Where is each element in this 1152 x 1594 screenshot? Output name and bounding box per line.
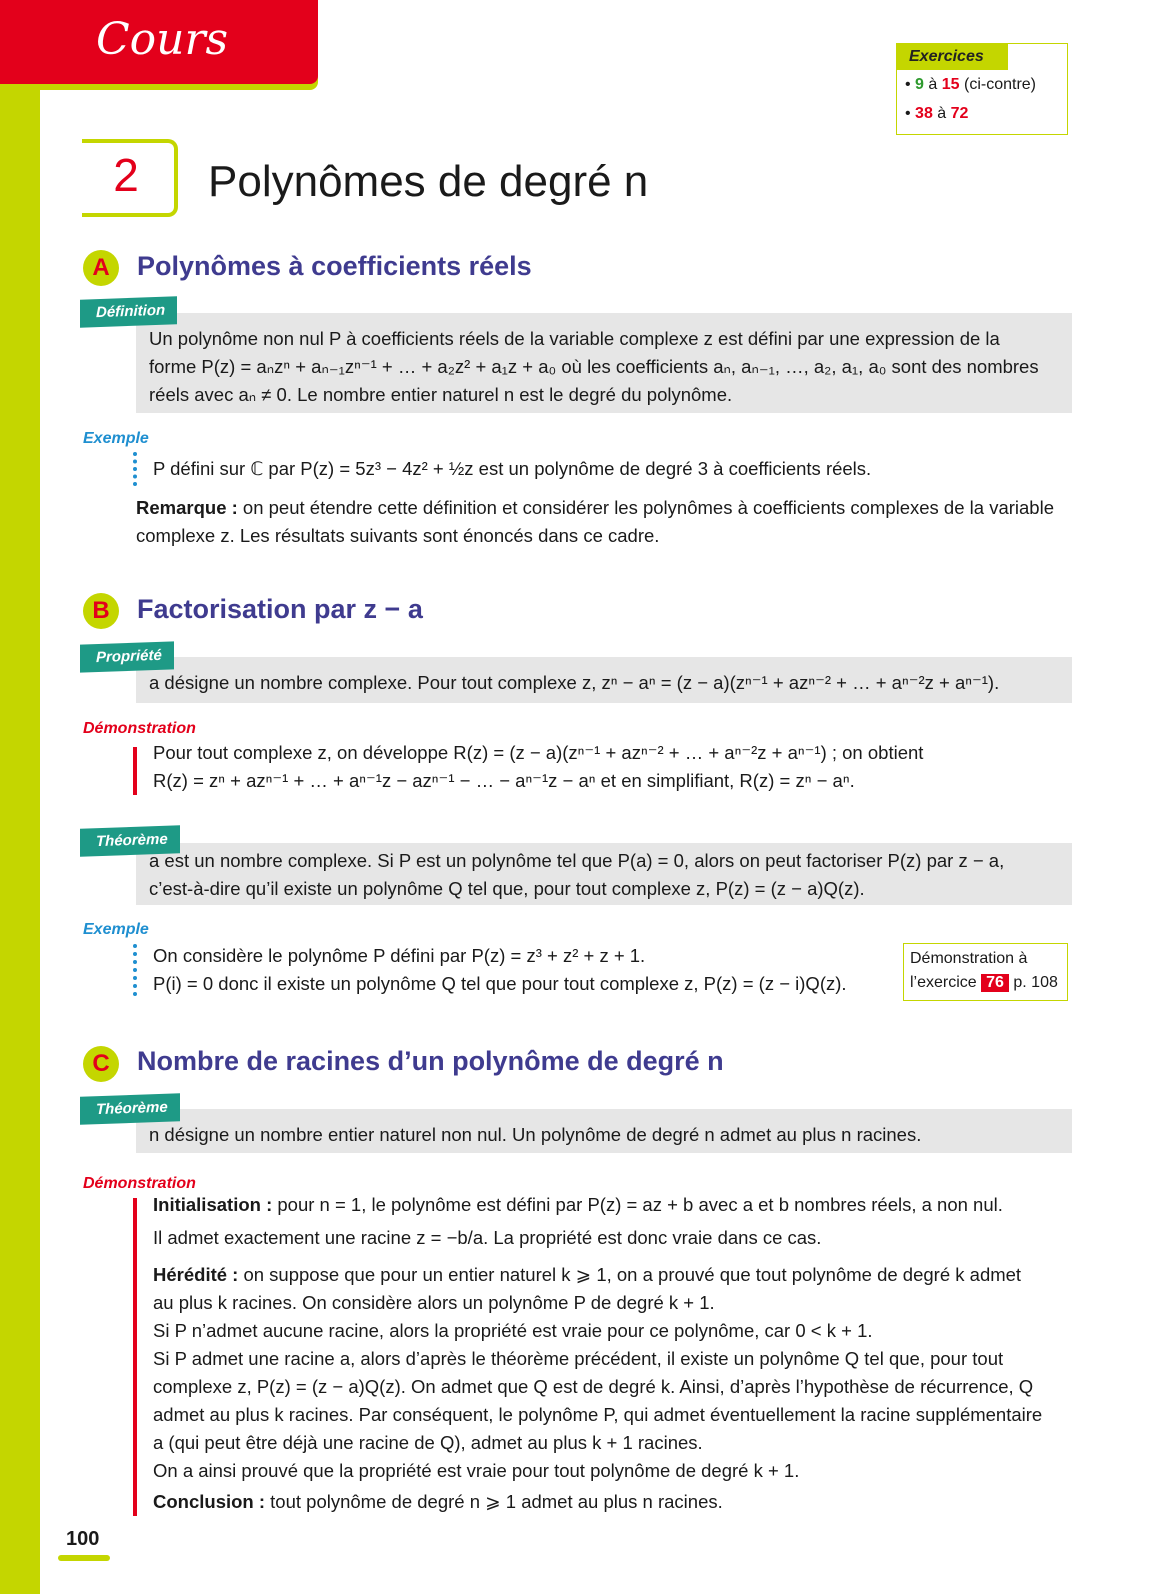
- demo-c-line-1: au plus k racines. On considère alors un polynôme P de degré k + 1.: [153, 1292, 715, 1313]
- demonstration-tag-c: Démonstration: [83, 1175, 196, 1192]
- exo-note: (ci-contre): [964, 76, 1037, 93]
- cours-banner: [0, 0, 318, 84]
- hered-label: Hérédité :: [153, 1264, 239, 1285]
- example-tag-a: Exemple: [83, 430, 149, 447]
- theorem-tag-b: Théorème: [80, 825, 180, 856]
- exercise-number-badge: 76: [981, 974, 1009, 992]
- hered-text: on suppose que pour un entier naturel k ⩾ 1, on a prouvé que tout polynôme de degré k admet: [243, 1264, 1022, 1285]
- definition-tag: Définition: [80, 296, 177, 327]
- section-a-title: Polynômes à coefficients réels: [137, 251, 532, 281]
- property-tag: Propriété: [80, 641, 174, 672]
- chapter-number: 2: [113, 149, 139, 201]
- theorem-c-line: n désigne un nombre entier naturel non nul. Un polynôme de degré n admet au plus n racines.: [149, 1124, 922, 1145]
- exercices-line-1[interactable]: • 9 à 15 (ci-contre): [905, 76, 1037, 93]
- demo-c-line-5: admet au plus k racines. Par conséquent, le polynôme P, qui admet éventuellement la racine supplémentaire: [153, 1404, 1043, 1425]
- banner-title: Cours: [96, 14, 229, 65]
- page-number: 100: [66, 1528, 100, 1550]
- theorem-b-line-2: c’est-à-dire qu’il existe un polynôme Q tel que, pour tout complexe z, P(z) = (z − a)Q(z).: [149, 878, 865, 899]
- remark-label: Remarque :: [136, 497, 238, 518]
- exo-to: 72: [950, 105, 969, 122]
- demo-c-line-7: On a ainsi prouvé que la propriété est vraie pour tout polynôme de degré k + 1.: [153, 1460, 800, 1481]
- demo-c-bar: [133, 1198, 137, 1516]
- demo-b-bar: [133, 747, 137, 795]
- demo-b-line-2: R(z) = zⁿ + azⁿ⁻¹ + … + aⁿ⁻¹z − azⁿ⁻¹ − … − aⁿ⁻¹z − aⁿ et en simplifiant, R(z) = zⁿ − aⁿ.: [153, 770, 855, 791]
- demo-ref-line-2: [910, 971, 1067, 995]
- demonstration-tag-b: Démonstration: [83, 720, 196, 737]
- section-b-title: Factorisation par z − a: [137, 594, 423, 624]
- example-b-dots: [133, 944, 141, 996]
- demo-b-line-1: Pour tout complexe z, on développe R(z) = (z − a)(zⁿ⁻¹ + azⁿ⁻² + … + aⁿ⁻²z + aⁿ⁻¹) ; on obtient: [153, 742, 924, 763]
- theorem-b-line-1: a est un nombre complexe. Si P est un polynôme tel que P(a) = 0, alors on peut factoriser P(z) par z − a,: [149, 850, 1005, 871]
- property-line: a désigne un nombre complexe. Pour tout complexe z, zⁿ − aⁿ = (z − a)(zⁿ⁻¹ + azⁿ⁻² + … + aⁿ⁻²z + aⁿ⁻¹).: [149, 672, 1000, 693]
- section-a-letter: A: [83, 250, 119, 286]
- demo-c-conclusion: [153, 1488, 723, 1516]
- init-label: Initialisation :: [153, 1194, 273, 1215]
- section-b-letter: B: [83, 593, 119, 629]
- page-number-underline: [58, 1555, 110, 1561]
- conclusion-label: Conclusion :: [153, 1491, 266, 1512]
- demo-ref-page: p. 108: [1013, 974, 1058, 991]
- demo-ref-line-1: Démonstration à: [910, 950, 1028, 967]
- section-c-title: Nombre de racines d’un polynôme de degré n: [137, 1046, 724, 1076]
- demo-c-line-2: Si P n’admet aucune racine, alors la propriété est vraie pour ce polynôme, car 0 < k + 1.: [153, 1320, 873, 1341]
- exo-to: 15: [941, 76, 960, 93]
- exercices-box: [896, 43, 1068, 135]
- example-b-line-1: On considère le polynôme P défini par P(z) = z³ + z² + z + 1.: [153, 945, 646, 966]
- exercices-header: [897, 44, 1008, 70]
- remark-line-2: complexe z. Les résultats suivants sont énoncés dans ce cadre.: [136, 525, 660, 546]
- definition-line-2: forme P(z) = aₙzⁿ + aₙ₋₁zⁿ⁻¹ + … + a₂z² + a₁z + a₀ où les coefficients aₙ, aₙ₋₁, …, a₂, a₁, a₀ sont des nombres: [149, 356, 1039, 377]
- definition-line-3: réels avec aₙ ≠ 0. Le nombre entier naturel n est le degré du polynôme.: [149, 384, 733, 405]
- demo-c-init: [153, 1191, 1003, 1219]
- remark-text: on peut étendre cette définition et considérer les polynômes à coefficients complexes de la variable: [242, 497, 1054, 518]
- example-b-line-2: P(i) = 0 donc il existe un polynôme Q tel que pour tout complexe z, P(z) = (z − i)Q(z).: [153, 973, 847, 994]
- exo-from: 9: [915, 76, 924, 93]
- example-dots: [133, 452, 141, 486]
- init-text: pour n = 1, le polynôme est défini par P(z) = az + b avec a et b nombres réels, a non nul.: [277, 1194, 1003, 1215]
- chapter-title: Polynômes de degré n: [208, 157, 649, 206]
- demonstration-reference-box[interactable]: [903, 943, 1068, 1001]
- exercices-line-2[interactable]: • 38 à 72: [905, 105, 969, 122]
- demo-c-init-line-2: Il admet exactement une racine z = −b/a. La propriété est donc vraie dans ce cas.: [153, 1227, 822, 1248]
- exercices-title: Exercices: [909, 48, 984, 65]
- section-c-letter: C: [83, 1046, 119, 1082]
- theorem-tag-c: Théorème: [80, 1093, 180, 1124]
- exo-from: 38: [915, 105, 933, 122]
- demo-ref-text: l’exercice: [910, 974, 977, 991]
- conclusion-text: tout polynôme de degré n ⩾ 1 admet au plus n racines.: [270, 1491, 723, 1512]
- left-margin-bar: [0, 0, 40, 1594]
- example-a-line: P défini sur ℂ par P(z) = 5z³ − 4z² + ½z est un polynôme de degré 3 à coefficients réels.: [153, 458, 872, 479]
- example-tag-b: Exemple: [83, 921, 149, 938]
- demo-c-line-3: Si P admet une racine a, alors d’après le théorème précédent, il existe un polynôme Q tel que, pour tout: [153, 1348, 1004, 1369]
- demo-c-hered: [153, 1261, 1021, 1289]
- definition-line-1: Un polynôme non nul P à coefficients réels de la variable complexe z est défini par une expression de la: [149, 328, 1000, 349]
- remark-line-1: [136, 494, 1054, 522]
- demo-c-line-6: a (qui peut être déjà une racine de Q), admet au plus k + 1 racines.: [153, 1432, 703, 1453]
- demo-c-line-4: complexe z, P(z) = (z − a)Q(z). On admet que Q est de degré k. Ainsi, d’après l’hypothèse de récurrence, Q: [153, 1376, 1034, 1397]
